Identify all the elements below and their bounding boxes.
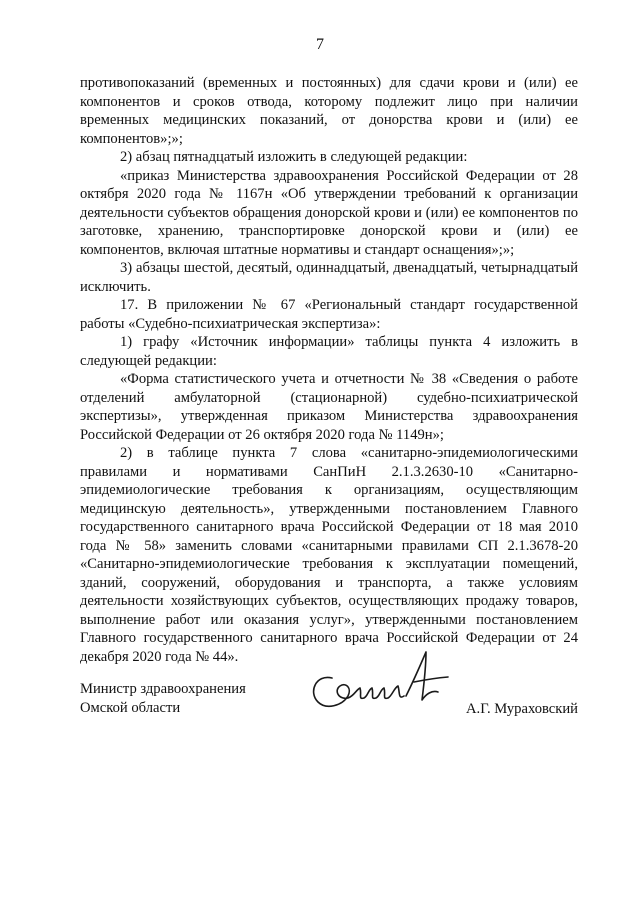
paragraph-1: противопоказаний (временных и постоянных) для сдачи крови и (или) ее компонентов и сроков отвода, которому подлежит лицо при наличии временных медицинских показаний, от донорства крови и (или) ее компонентов»;»; xyxy=(80,75,578,147)
paragraph-5: 17. В приложении № 67 «Региональный стандарт государственной работы «Судебно-психиатрическая экспертиза»: xyxy=(80,297,578,332)
signatory-name: А.Г. Мураховский xyxy=(466,701,578,717)
paragraph-3: «приказ Министерства здравоохранения Российской Федерации от 28 октября 2020 года № 1167н «Об утверждении требований к организации деятельности субъектов обращения донорской крови и (или) ее компонентов по заготовке, хранению, транспортировке донорской крови и (или) ее компонентов, включая штатные нормативы и стандарт оснащения»;»; xyxy=(80,167,578,258)
signature-block xyxy=(80,660,578,730)
handwritten-signature xyxy=(302,644,462,714)
signatory-position-line-2: Омской области xyxy=(80,700,181,716)
paragraph-7: «Форма статистического учета и отчетности № 38 «Сведения о работе отделений амбулаторной (стационарной) судебно-психиатрической экспертизы», утвержденная приказом Министерства здравоохранения Российской Федерации от 26 октября 2020 года № 1149н»; xyxy=(80,371,578,443)
signatory-position xyxy=(80,680,246,718)
paragraph-2: 2) абзац пятнадцатый изложить в следующей редакции: xyxy=(120,149,468,165)
paragraph-4: 3) абзацы шестой, десятый, одиннадцатый, двенадцатый, четырнадцатый исключить. xyxy=(80,260,578,295)
page-number: 7 xyxy=(316,36,324,53)
paragraph-8: 2) в таблице пункта 7 слова «санитарно-эпидемиологическими правилами и нормативами СанПиН 2.1.3.2630-10 «Санитарно-эпидемиологические требования к организациям, осуществляющим медицинскую деятельность», утвержденными постановлением Главного государственного санитарного врача Российской Федерации от 18 мая 2010 года № 58» заменить словами «санитарными правилами СП 2.1.3678-20 «Санитарно-эпидемиологические требования к эксплуатации помещений, зданий, сооружений, оборудования и транспорта, а также условиям деятельности хозяйствующих субъектов, осуществляющих продажу товаров, выполнение работ или оказания услуг», утвержденными постановлением Главного государственного санитарного врача Российской Федерации от 24 декабря 2020 года № 44». xyxy=(80,445,578,665)
paragraph-6: 1) графу «Источник информации» таблицы пункта 4 изложить в следующей редакции: xyxy=(80,334,578,369)
signatory-position-line-1: Министр здравоохранения xyxy=(80,681,246,697)
document-body xyxy=(80,74,578,666)
